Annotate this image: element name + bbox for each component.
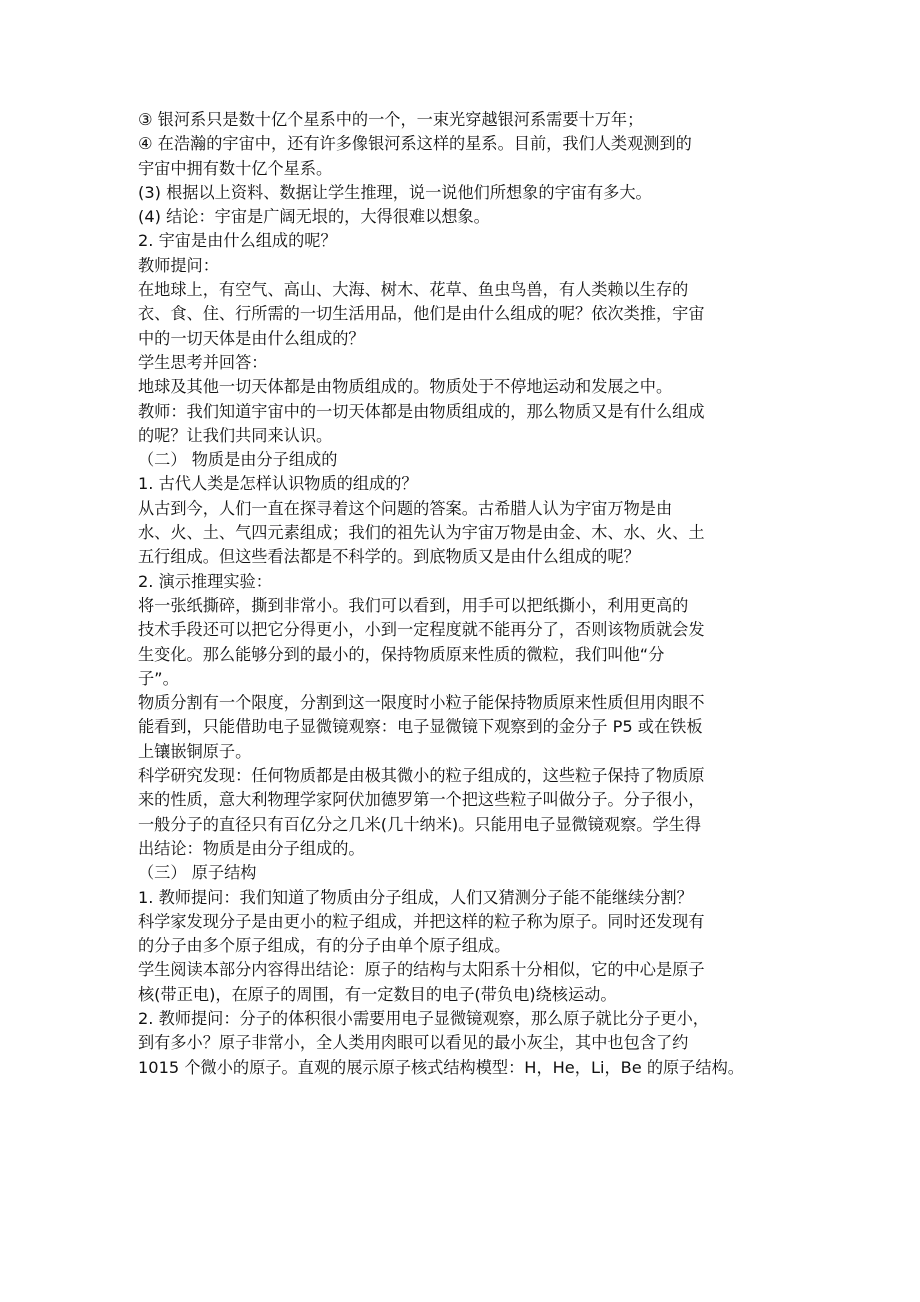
text-line: 在地球上，有空气、高山、大海、树木、花草、鱼虫鸟兽，有人类赖以生存的: [138, 280, 689, 300]
text-line: 生变化。那么能够分到的最小的，保持物质原来性质的微粒，我们叫他“分: [138, 644, 665, 664]
text-line: 到有多小？原子非常小，全人类用肉眼可以看见的最小灰尘，其中也包含了约: [138, 1033, 689, 1053]
text-line: 的呢？让我们共同来认识。: [138, 425, 333, 445]
text-line: 物质分割有一个限度，分割到这一限度时小粒子能保持物质原来性质但用肉眼不: [138, 693, 705, 713]
text-line: 2. 教师提问：分子的体积很小需要用电子显微镜观察，那么原子就比分子更小，: [138, 1008, 709, 1028]
section-heading: （二） 物质是由分子组成的: [138, 450, 338, 470]
text-line: 的分子由多个原子组成，有的分子由单个原子组成。: [138, 936, 511, 956]
text-line: 1015 个微小的原子。直观的展示原子核式结构模型：H，He，Li，Be 的原子结构。: [138, 1057, 744, 1077]
text-line: 科学研究发现：任何物质都是由极其微小的粒子组成的，这些粒子保持了物质原: [138, 766, 705, 786]
text-line: 教师提问：: [138, 255, 219, 275]
text-line: (4) 结论：宇宙是广阔无垠的，大得很难以想象。: [138, 207, 490, 227]
section-heading: 2. 演示推理实验：: [138, 571, 272, 591]
text-line: 学生阅读本部分内容得出结论：原子的结构与太阳系十分相似，它的中心是原子: [138, 960, 705, 980]
text-line: 子”。: [138, 668, 179, 688]
text-line: 宇宙中拥有数十亿个星系。: [138, 158, 333, 178]
text-line: 中的一切天体是由什么组成的？: [138, 328, 365, 348]
text-line: ③ 银河系只是数十亿个星系中的一个，一束光穿越银河系需要十万年；: [138, 110, 644, 129]
text-line: 五行组成。但这些看法都是不科学的。到底物质又是由什么组成的呢？: [138, 547, 640, 567]
text-line: 来的性质，意大利物理学家阿伏加德罗第一个把这些粒子叫做分子。分子很小，: [138, 790, 705, 810]
text-line: 将一张纸撕碎，撕到非常小。我们可以看到，用手可以把纸撕小，利用更高的: [138, 595, 689, 615]
text-line: 能看到，只能借助电子显微镜观察：电子显微镜下观察到的金分子 P5 或在铁板: [138, 717, 703, 737]
text-line: 一般分子的直径只有百亿分之几米(几十纳米)。只能用电子显微镜观察。学生得: [138, 814, 702, 834]
text-line: 技术手段还可以把它分得更小，小到一定程度就不能再分了，否则该物质就会发: [138, 620, 705, 640]
document-page: [138, 108, 788, 1080]
text-line: ④ 在浩瀚的宇宙中，还有许多像银河系这样的星系。目前，我们人类观测到的: [138, 134, 692, 154]
section-heading: 1. 古代人类是怎样认识物质的组成的？: [138, 474, 418, 494]
text-line: (3) 根据以上资料、数据让学生推理，说一说他们所想象的宇宙有多大。: [138, 182, 652, 202]
section-heading: （三） 原子结构: [138, 863, 257, 883]
text-line: 水、火、土、气四元素组成；我们的祖先认为宇宙万物是由金、木、水、火、土: [138, 523, 705, 543]
text-line: 教师：我们知道宇宙中的一切天体都是由物质组成的，那么物质又是有什么组成: [138, 401, 705, 421]
text-line: 上镶嵌铜原子。: [138, 741, 252, 761]
text-line: 从古到今，人们一直在探寻着这个问题的答案。古希腊人认为宇宙万物是由: [138, 498, 673, 518]
section-heading: 2. 宇宙是由什么组成的呢？: [138, 231, 337, 251]
text-line: 科学家发现分子是由更小的粒子组成，并把这样的粒子称为原子。同时还发现有: [138, 911, 705, 931]
text-line: 衣、食、住、行所需的一切生活用品，他们是由什么组成的呢？依次类推，宇宙: [138, 304, 705, 324]
text-line: 1. 教师提问：我们知道了物质由分子组成，人们又猜测分子能不能继续分割？: [138, 887, 693, 907]
text-line: 核(带正电)，在原子的周围，有一定数目的电子(带负电)绕核运动。: [138, 984, 617, 1004]
text-line: 出结论：物质是由分子组成的。: [138, 838, 365, 858]
text-line: 学生思考并回答：: [138, 352, 268, 372]
text-line: 地球及其他一切天体都是由物质组成的。物质处于不停地运动和发展之中。: [138, 377, 673, 397]
